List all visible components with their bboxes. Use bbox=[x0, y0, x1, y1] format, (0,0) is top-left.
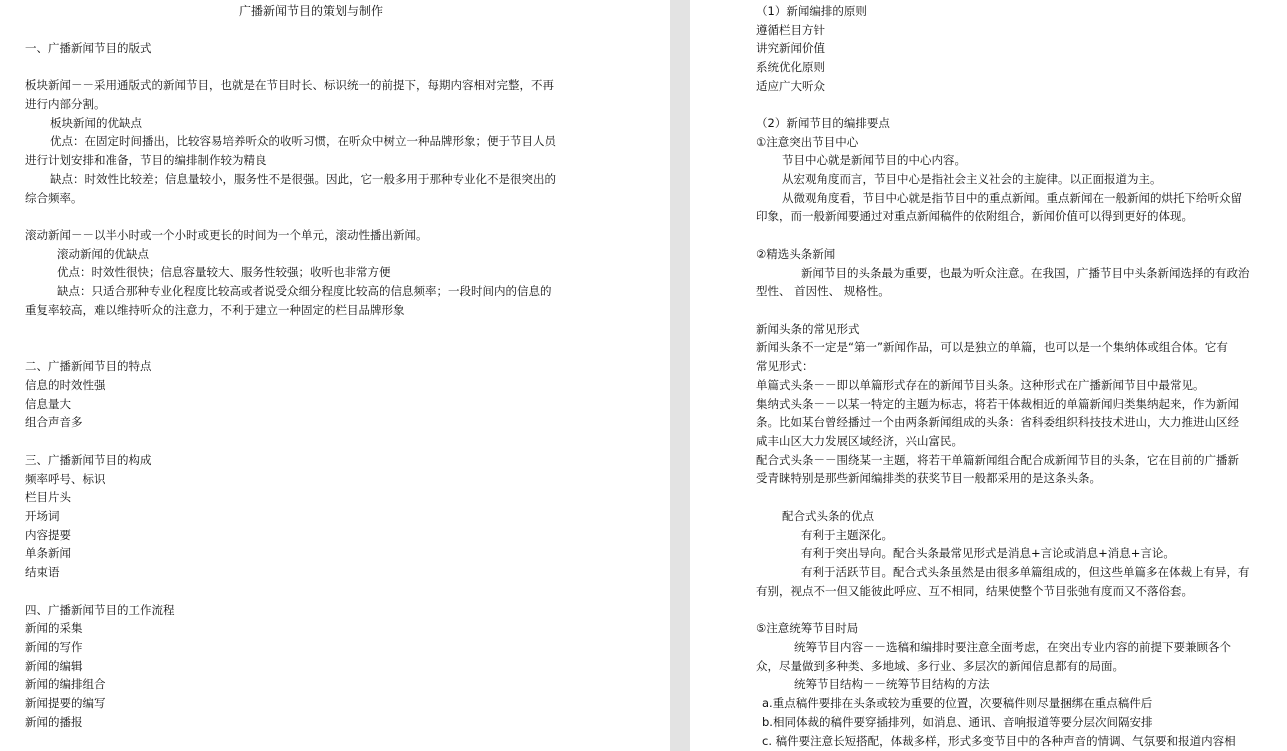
list-item: a.重点稿件要排在头条或较为重要的位置，次要稿件则尽量捆绑在重点稿件后 bbox=[762, 696, 1153, 710]
paragraph-line: 统筹节目结构－－统筹节目结构的方法 bbox=[794, 677, 990, 691]
paragraph-line: 缺点：时效性比较差；信息量较小，服务性不是很强。因此，它一般多用于那种专业化不是很突出的 bbox=[50, 172, 556, 186]
paragraph-line: 有利于突出导向。配合头条最常见形式是消息+言论或消息+消息+言论。 bbox=[801, 546, 1175, 560]
page-gutter bbox=[670, 0, 690, 751]
paragraph-line: 型性、 首因性、 规格性。 bbox=[756, 284, 890, 298]
paragraph-line: 有别，视点不一但又能彼此呼应、互不相同，结果使整个节目张弛有度而又不落俗套。 bbox=[756, 584, 1193, 598]
list-item: 新闻的编排组合 bbox=[25, 677, 106, 691]
paragraph-line: 从宏观角度而言，节目中心是指社会主义社会的主旋律。以正面报道为主。 bbox=[782, 172, 1162, 186]
section-heading: 三、广播新闻节目的构成 bbox=[25, 453, 152, 467]
list-item: 单条新闻 bbox=[25, 546, 71, 560]
subheading: 配合式头条的优点 bbox=[782, 509, 874, 523]
list-item: 新闻提要的编写 bbox=[25, 696, 106, 710]
paragraph-line: 咸丰山区大力发展区域经济，兴山富民。 bbox=[756, 434, 963, 448]
paragraph-line: 单篇式头条－－即以单篇形式存在的新闻节目头条。这种形式在广播新闻节目中最常见。 bbox=[756, 378, 1205, 392]
paragraph-line: 配合式头条－－围绕某一主题，将若干单篇新闻组合配合成新闻节目的头条，它在目前的广播新 bbox=[756, 453, 1239, 467]
list-item: 结束语 bbox=[25, 565, 60, 579]
paragraph-line: 条。比如某台曾经播过一个由两条新闻组成的头条：省科委组织科技技术进山，大力推进山区经 bbox=[756, 415, 1239, 429]
document-page-right bbox=[690, 0, 1287, 751]
list-item: 信息的时效性强 bbox=[25, 378, 106, 392]
list-item: 新闻的编辑 bbox=[25, 659, 83, 673]
section-heading: 四、广播新闻节目的工作流程 bbox=[25, 603, 175, 617]
list-item: 系统优化原则 bbox=[756, 60, 825, 74]
list-item: 新闻的播报 bbox=[25, 715, 83, 729]
paragraph-line: 统筹节目内容－－选稿和编排时要注意全面考虑，在突出专业内容的前提下要兼顾各个 bbox=[794, 640, 1231, 654]
paragraph-line: 节目中心就是新闻节目的中心内容。 bbox=[782, 153, 966, 167]
list-item: 频率呼号、标识 bbox=[25, 472, 106, 486]
section-heading: （2）新闻节目的编排要点 bbox=[756, 116, 890, 130]
paragraph-line: 板块新闻－－采用通版式的新闻节目，也就是在节目时长、标识统一的前提下，每期内容相对完整，不再 bbox=[25, 78, 554, 92]
subheading: 滚动新闻的优缺点 bbox=[57, 247, 149, 261]
paragraph-line: 优点：时效性很快；信息容量较大、服务性较强；收听也非常方便 bbox=[57, 265, 391, 279]
paragraph-line: 进行计划安排和准备，节目的编排制作较为精良 bbox=[25, 153, 267, 167]
paragraph-line: 常见形式： bbox=[756, 359, 814, 373]
paragraph-line: 重复率较高，难以维持听众的注意力，不利于建立一种固定的栏目品牌形象 bbox=[25, 303, 405, 317]
subheading: 新闻头条的常见形式 bbox=[756, 322, 860, 336]
paragraph-line: 受青睐特别是那些新闻编排类的获奖节目一般都采用的是这条头条。 bbox=[756, 471, 1101, 485]
list-item: 内容提要 bbox=[25, 528, 71, 542]
list-item: 讲究新闻价值 bbox=[756, 41, 825, 55]
paragraph-line: 进行内部分割。 bbox=[25, 97, 106, 111]
list-item: 组合声音多 bbox=[25, 415, 83, 429]
section-heading: 一、广播新闻节目的版式 bbox=[25, 41, 152, 55]
paragraph-line: 有利于主题深化。 bbox=[801, 528, 893, 542]
paragraph-line: 印象，而一般新闻要通过对重点新闻稿件的依附组合，新闻价值可以得到更好的体现。 bbox=[756, 209, 1193, 223]
paragraph-line: 新闻头条不一定是“第一”新闻作品，可以是独立的单篇，也可以是一个集纳体或组合体。它有 bbox=[756, 340, 1228, 354]
document-title: 广播新闻节目的策划与制作 bbox=[239, 4, 384, 18]
paragraph-line: 滚动新闻－－以半小时或一个小时或更长的时间为一个单元，滚动性播出新闻。 bbox=[25, 228, 428, 242]
section-heading: 二、广播新闻节目的特点 bbox=[25, 359, 152, 373]
subheading: 板块新闻的优缺点 bbox=[50, 116, 142, 130]
paragraph-line: 优点：在固定时间播出，比较容易培养听众的收听习惯，在听众中树立一种品牌形象；便于节目人员 bbox=[50, 134, 556, 148]
list-item: 开场词 bbox=[25, 509, 60, 523]
paragraph-line: 众，尽量做到多种类、多地域、多行业、多层次的新闻信息都有的局面。 bbox=[756, 659, 1124, 673]
subheading: ⑤注意统筹节目时局 bbox=[756, 621, 859, 635]
subheading: ②精选头条新闻 bbox=[756, 247, 836, 261]
paragraph-line: 有利于活跃节目。配合式头条虽然是由很多单篇组成的，但这些单篇多在体裁上有异，有 bbox=[801, 565, 1250, 579]
paragraph-line: 集纳式头条－－以某一特定的主题为标志，将若干体裁相近的单篇新闻归类集纳起来，作为新闻 bbox=[756, 397, 1239, 411]
subheading: ①注意突出节目中心 bbox=[756, 135, 859, 149]
list-item: c. 稿件要注意长短搭配，体裁多样，形式多变节目中的各种声音的情调、气氛要和报道内容相 bbox=[762, 734, 1236, 748]
paragraph-line: 从微观角度看，节目中心就是指节目中的重点新闻。重点新闻在一般新闻的烘托下给听众留 bbox=[782, 191, 1242, 205]
list-item: 遵循栏目方针 bbox=[756, 23, 825, 37]
list-item: 新闻的采集 bbox=[25, 621, 83, 635]
list-item: 适应广大听众 bbox=[756, 79, 825, 93]
section-heading: （1）新闻编排的原则 bbox=[756, 4, 867, 18]
paragraph-line: 综合频率。 bbox=[25, 191, 83, 205]
list-item: b.相同体裁的稿件要穿插排列，如消息、通讯、音响报道等要分层次间隔安排 bbox=[762, 715, 1153, 729]
paragraph-line: 缺点：只适合那种专业化程度比较高或者说受众细分程度比较高的信息频率；一段时间内的信息的 bbox=[57, 284, 552, 298]
list-item: 信息量大 bbox=[25, 397, 71, 411]
list-item: 栏目片头 bbox=[25, 490, 71, 504]
list-item: 新闻的写作 bbox=[25, 640, 83, 654]
paragraph-line: 新闻节目的头条最为重要，也最为听众注意。在我国，广播节目中头条新闻选择的有政治 bbox=[801, 266, 1250, 280]
